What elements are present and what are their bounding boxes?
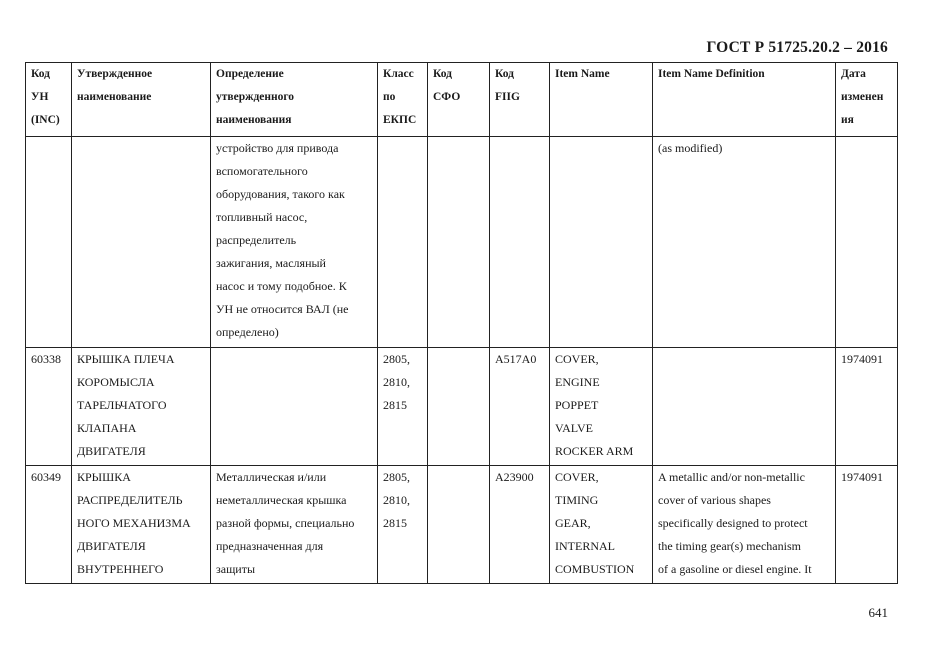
header-item-name-definition: [653, 63, 836, 137]
cell-line: COVER,: [555, 352, 599, 366]
cell-approved-name: [72, 348, 211, 466]
cell-line: FIIG: [495, 91, 520, 103]
cell-ekps-class: [378, 137, 428, 348]
cell-line: оборудования, такого как: [216, 187, 345, 201]
cell-fiig-code: [490, 137, 550, 348]
cell-line: 2805,: [383, 352, 410, 366]
cell-line: COMBUSTION: [555, 562, 635, 576]
cell-line: наименования: [216, 114, 292, 126]
cell-line: РАСПРЕДЕЛИТЕЛЬ: [77, 493, 183, 507]
cell-sfo-code: [428, 137, 490, 348]
cell-line: Код: [31, 68, 51, 80]
cell-line: по: [383, 91, 396, 103]
cell-item-name: [550, 348, 653, 466]
cell-line: Код: [495, 68, 515, 80]
cell-line: A23900: [495, 470, 534, 484]
cell-line: топливный насос,: [216, 210, 308, 224]
cell-line: ия: [841, 114, 854, 126]
cell-change-date: [836, 348, 898, 466]
cell-item-name-definition: [653, 348, 836, 466]
cell-line: ДВИГАТЕЛЯ: [77, 539, 146, 553]
header-approved-name: [72, 63, 211, 137]
cell-line: неметаллическая крышка: [216, 493, 347, 507]
cell-item-name-definition: [653, 466, 836, 584]
cell-line: 2810,: [383, 375, 410, 389]
cell-line: 60349: [31, 470, 61, 484]
cell-inc-code: [26, 348, 72, 466]
cell-line: защиты: [216, 562, 256, 576]
cell-line: GEAR,: [555, 516, 591, 530]
header-inc-code: [26, 63, 72, 137]
cell-line: насос и тому подобное. К: [216, 279, 347, 293]
cell-line: НОГО МЕХАНИЗМА: [77, 516, 191, 530]
cell-line: TIMING: [555, 493, 599, 507]
table-row: [26, 466, 898, 584]
cell-ekps-class: [378, 348, 428, 466]
table-header-row: [26, 63, 898, 137]
nomenclature-table: [25, 62, 898, 584]
cell-line: of a gasoline or diesel engine. It: [658, 562, 812, 576]
header-name-definition: [211, 63, 378, 137]
cell-line: (as modified): [658, 141, 723, 155]
cell-line: Класс: [383, 68, 414, 80]
cell-approved-name: [72, 466, 211, 584]
header-item-name: [550, 63, 653, 137]
cell-line: Item Name Definition: [658, 68, 765, 80]
cell-line: VALVE: [555, 421, 594, 435]
cell-line: 1974091: [841, 352, 883, 366]
header-change-date: [836, 63, 898, 137]
cell-line: Код: [433, 68, 453, 80]
header-fiig-code: [490, 63, 550, 137]
cell-change-date: [836, 466, 898, 584]
cell-sfo-code: [428, 466, 490, 584]
cell-line: КОРОМЫСЛА: [77, 375, 155, 389]
cell-line: A517A0: [495, 352, 537, 366]
cell-inc-code: [26, 137, 72, 348]
cell-fiig-code: [490, 466, 550, 584]
cell-fiig-code: [490, 348, 550, 466]
cell-line: КРЫШКА: [77, 470, 131, 484]
cell-line: изменен: [841, 91, 884, 103]
cell-line: POPPET: [555, 398, 599, 412]
cell-line: определено): [216, 325, 279, 339]
cell-line: 60338: [31, 352, 61, 366]
cell-line: ЕКПС: [383, 114, 417, 126]
cell-line: COVER,: [555, 470, 599, 484]
document-title: ГОСТ Р 51725.20.2 – 2016: [706, 39, 888, 56]
cell-line: ДВИГАТЕЛЯ: [77, 444, 146, 458]
cell-line: УН не относится ВАЛ (не: [216, 302, 349, 316]
cell-line: КРЫШКА ПЛЕЧА: [77, 352, 175, 366]
cell-name-definition: [211, 348, 378, 466]
cell-line: INTERNAL: [555, 539, 615, 553]
cell-line: Определение: [216, 68, 284, 80]
cell-line: (INC): [31, 114, 60, 126]
cell-line: ВНУТРЕННЕГО: [77, 562, 164, 576]
cell-name-definition: [211, 137, 378, 348]
cell-line: устройство для привода: [216, 141, 339, 155]
cell-line: Металлическая и/или: [216, 470, 327, 484]
cell-line: 1974091: [841, 470, 883, 484]
cell-line: 2810,: [383, 493, 410, 507]
cell-line: вспомогательного: [216, 164, 308, 178]
cell-line: ТАРЕЛЬЧАТОГО: [77, 398, 167, 412]
cell-line: 2815: [383, 516, 407, 530]
cell-line: cover of various shapes: [658, 493, 771, 507]
cell-line: зажигания, масляный: [216, 256, 326, 270]
page-number: 641: [868, 605, 888, 620]
cell-inc-code: [26, 466, 72, 584]
cell-line: наименование: [77, 91, 152, 103]
cell-change-date: [836, 137, 898, 348]
cell-line: Item Name: [555, 68, 610, 80]
cell-ekps-class: [378, 466, 428, 584]
cell-line: A metallic and/or non-metallic: [658, 470, 805, 484]
cell-item-name: [550, 466, 653, 584]
cell-item-name-definition: [653, 137, 836, 348]
table-row: [26, 348, 898, 466]
cell-line: specifically designed to protect: [658, 516, 808, 530]
cell-line: Утвержденное: [77, 68, 153, 80]
header-sfo-code: [428, 63, 490, 137]
cell-approved-name: [72, 137, 211, 348]
cell-sfo-code: [428, 348, 490, 466]
cell-line: разной формы, специально: [216, 516, 355, 530]
cell-name-definition: [211, 466, 378, 584]
cell-line: СФО: [433, 91, 461, 103]
cell-line: ENGINE: [555, 375, 600, 389]
table-row: [26, 137, 898, 348]
cell-item-name: [550, 137, 653, 348]
cell-line: Дата: [841, 68, 866, 80]
cell-line: ROCKER ARM: [555, 444, 634, 458]
cell-line: предназначенная для: [216, 539, 324, 553]
cell-line: 2815: [383, 398, 407, 412]
cell-line: the timing gear(s) mechanism: [658, 539, 801, 553]
cell-line: КЛАПАНА: [77, 421, 137, 435]
cell-line: утвержденного: [216, 91, 295, 103]
header-ekps-class: [378, 63, 428, 137]
cell-line: 2805,: [383, 470, 410, 484]
cell-line: распределитель: [216, 233, 297, 247]
cell-line: УН: [31, 91, 49, 103]
